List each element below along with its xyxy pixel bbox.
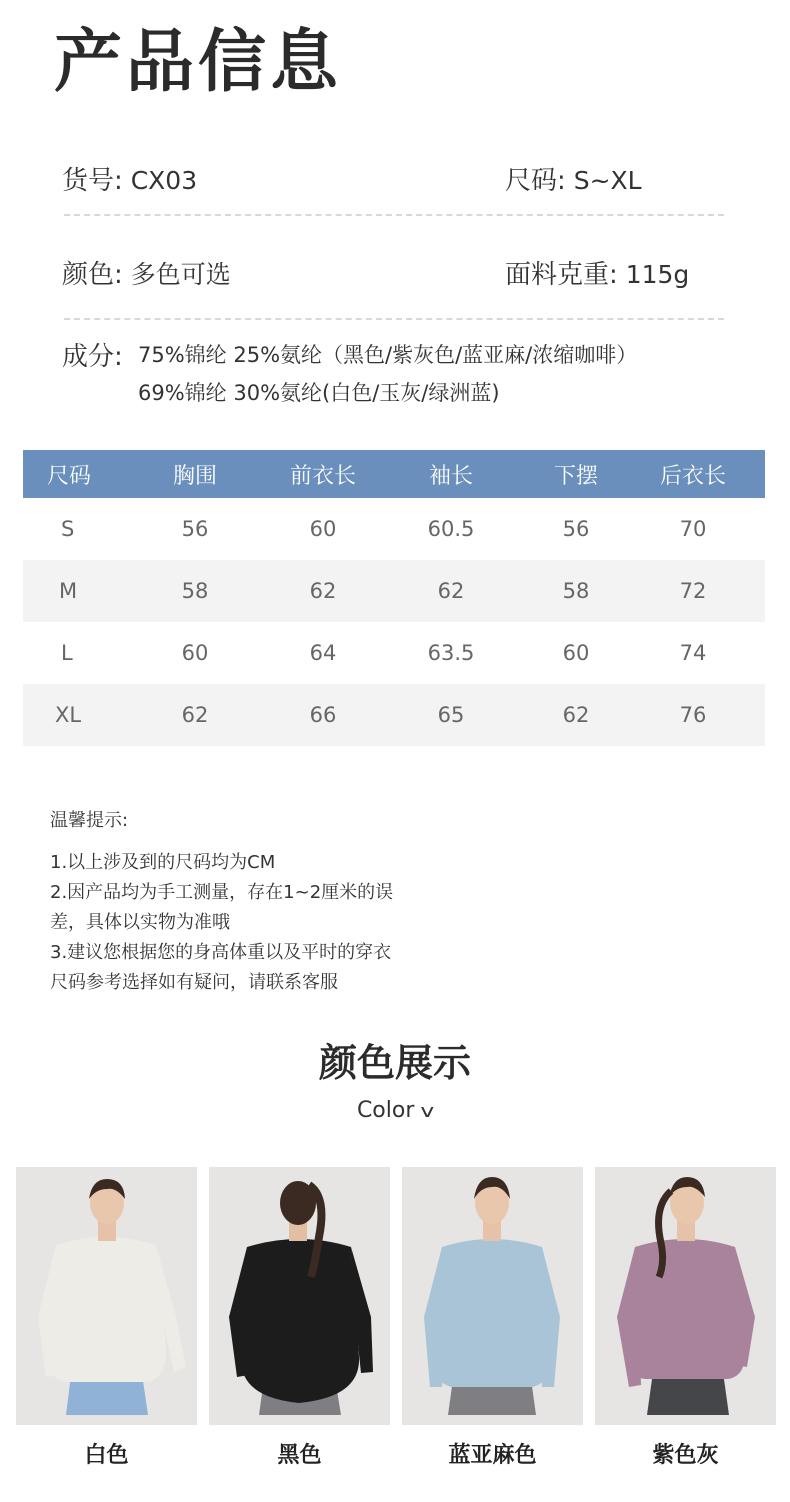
sku-info <box>62 160 197 197</box>
table-row <box>23 684 765 746</box>
tips-heading: 温馨提示: <box>50 810 129 831</box>
tips-section <box>50 806 393 998</box>
table-row <box>23 622 765 684</box>
table-cell: 60 <box>181 641 209 665</box>
sku-label: 货号: <box>62 166 123 196</box>
page-title: 产品信息 <box>54 23 343 102</box>
header-cell: 前衣长 <box>275 450 371 498</box>
size-cell: XL <box>23 684 115 746</box>
color-section-title: 颜色展示 <box>318 1041 471 1085</box>
divider <box>64 214 724 216</box>
size-cell: S <box>61 517 75 541</box>
color-photo-purple-gray <box>595 1167 776 1425</box>
header-cell: 后衣长 <box>621 450 765 498</box>
table-cell: 65 <box>371 684 531 746</box>
table-cell: 60.5 <box>427 517 475 541</box>
divider <box>64 318 724 320</box>
weight-info <box>505 254 689 291</box>
color-label-purple-gray: 紫色灰 <box>652 1443 719 1468</box>
table-row <box>23 560 765 622</box>
color-value: 多色可选 <box>130 260 231 289</box>
color-info <box>62 254 231 291</box>
table-cell: 62 <box>115 684 275 746</box>
size-cell: M <box>23 560 115 622</box>
model-black-figure <box>209 1167 390 1425</box>
composition-label: 成分: <box>62 342 123 372</box>
color-label: 颜色: <box>62 260 123 290</box>
table-cell: 66 <box>275 684 371 746</box>
size-range-info <box>505 160 642 197</box>
color-photo-white <box>16 1167 197 1425</box>
header-cell: 下摆 <box>531 450 621 498</box>
chevron-down-icon: v <box>420 1101 435 1122</box>
tip-line: 2.因产品均为手工测量，存在1~2厘米的误 <box>50 882 394 903</box>
header-cell: 胸围 <box>115 450 275 498</box>
size-table-header <box>23 450 765 498</box>
table-cell: 63.5 <box>427 641 475 665</box>
header-cell: 袖长 <box>371 450 531 498</box>
table-cell: 58 <box>531 560 621 622</box>
table-cell: 56 <box>181 517 209 541</box>
composition-line-2: 69%锦纶 30%氨纶(白色/玉灰/绿洲蓝) <box>138 381 500 405</box>
table-cell: 58 <box>115 560 275 622</box>
size-range-value: S~XL <box>573 166 642 195</box>
tip-line: 尺码参考选择如有疑问，请联系客服 <box>50 972 338 993</box>
color-subtitle-text: Color <box>356 1098 415 1123</box>
table-cell: 56 <box>562 517 590 541</box>
table-cell: 70 <box>679 517 707 541</box>
table-cell: 74 <box>679 641 707 665</box>
weight-label: 面料克重: <box>505 260 618 290</box>
table-cell: 76 <box>621 684 765 746</box>
table-cell: 62 <box>531 684 621 746</box>
header-cell: 尺码 <box>23 450 115 498</box>
model-purple-figure <box>595 1167 776 1425</box>
composition-line-1: 75%锦纶 25%氨纶（黑色/紫灰色/蓝亚麻/浓缩咖啡） <box>138 343 638 367</box>
model-blue-figure <box>402 1167 583 1425</box>
table-cell: 72 <box>621 560 765 622</box>
table-row <box>23 498 765 560</box>
color-photo-blue-linen <box>402 1167 583 1425</box>
color-section-subtitle <box>0 1098 790 1123</box>
table-cell: 64 <box>309 641 337 665</box>
size-cell: L <box>61 641 73 665</box>
tip-line: 3.建议您根据您的身高体重以及平时的穿衣 <box>50 942 392 963</box>
table-cell: 60 <box>562 641 590 665</box>
color-label-black: 黑色 <box>277 1443 322 1468</box>
sku-value: CX03 <box>130 166 198 195</box>
table-cell: 62 <box>275 560 371 622</box>
color-label-blue-linen: 蓝亚麻色 <box>448 1443 537 1468</box>
table-cell: 62 <box>371 560 531 622</box>
weight-value: 115g <box>625 260 690 289</box>
table-cell: 60 <box>309 517 337 541</box>
color-photo-black <box>209 1167 390 1425</box>
tip-line: 1.以上涉及到的尺码均为CM <box>50 852 276 873</box>
size-range-label: 尺码: <box>505 166 566 196</box>
color-label-white: 白色 <box>84 1443 129 1468</box>
size-table <box>23 450 765 746</box>
tip-line: 差，具体以实物为准哦 <box>50 912 230 933</box>
model-white-figure <box>16 1167 197 1425</box>
